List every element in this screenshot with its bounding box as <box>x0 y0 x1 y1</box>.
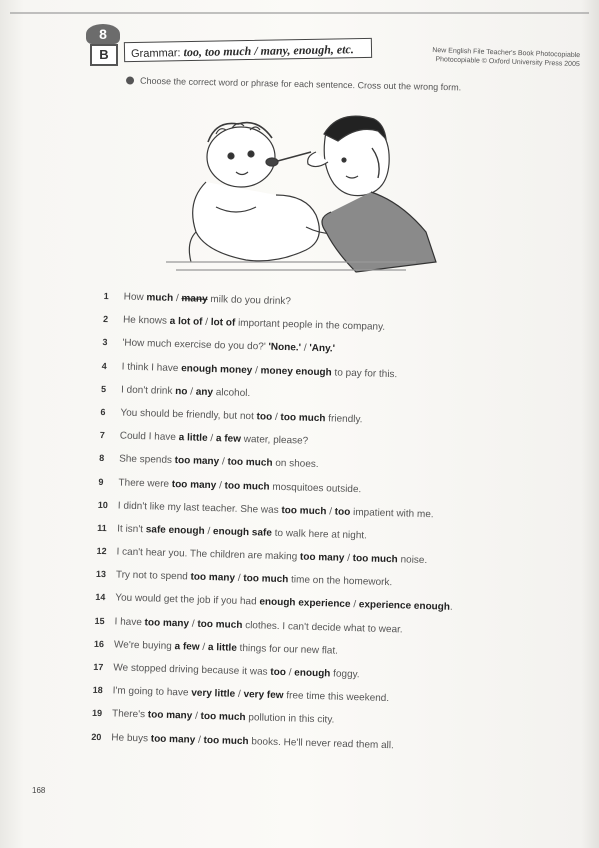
answer-option[interactable]: too much <box>352 553 398 566</box>
question-text: books. He'll never read them all. <box>248 735 394 751</box>
question-number: 7 <box>99 430 105 441</box>
question-text: / <box>204 525 214 538</box>
question-number: 20 <box>91 731 102 742</box>
answer-option[interactable]: too many <box>150 733 196 746</box>
question-text: / <box>326 505 335 518</box>
answer-option[interactable]: 'Any.' <box>309 343 336 355</box>
question-text: / <box>216 479 225 491</box>
answer-option[interactable]: very few <box>243 689 284 702</box>
question-text: I can't hear you. The children are making <box>116 546 301 563</box>
question-number: 8 <box>99 453 105 464</box>
page-number: 168 <box>32 786 46 795</box>
unit-letter: B <box>90 44 118 66</box>
unit-badge <box>86 24 120 60</box>
answer-option[interactable]: too <box>256 411 273 423</box>
question-text: / <box>300 342 310 355</box>
question-text: I think I have <box>121 361 182 374</box>
answer-option[interactable]: enough <box>294 667 331 680</box>
question-text: I'm going to have <box>112 685 192 699</box>
question-number: 14 <box>95 592 106 603</box>
question-text: We're buying <box>113 639 175 652</box>
answer-option[interactable]: too much <box>197 618 243 631</box>
answer-option[interactable]: much <box>146 292 174 304</box>
answer-option[interactable]: a little <box>207 641 237 654</box>
question-text: I don't drink <box>120 384 176 397</box>
answer-option[interactable]: 'None.' <box>268 341 302 354</box>
question-number: 5 <box>100 383 107 394</box>
question-text: things for our new flat. <box>236 642 339 657</box>
question-text: important people in the company. <box>235 317 386 334</box>
question-text: I have <box>114 616 145 628</box>
answer-option[interactable]: a few <box>215 433 242 446</box>
bullet-icon <box>126 76 134 84</box>
title-prefix: Grammar <box>130 47 178 61</box>
question-number: 10 <box>97 499 109 510</box>
question-text: noise. <box>397 554 428 567</box>
question-text: / <box>195 734 204 746</box>
question-text: Try not to spend <box>115 569 191 583</box>
question-text: water, please? <box>240 434 309 447</box>
exercise-list <box>91 285 574 762</box>
answer-option[interactable]: too many <box>171 478 217 491</box>
question-number: 6 <box>100 406 106 418</box>
answer-option[interactable]: a few <box>174 640 200 653</box>
answer-option[interactable]: too many <box>147 709 193 723</box>
question-text: / <box>344 552 353 565</box>
question-text: to pay for this. <box>331 366 398 380</box>
answer-option[interactable]: too much <box>224 479 270 493</box>
question-number: 18 <box>92 685 103 696</box>
answer-option[interactable]: too <box>334 506 351 518</box>
question-text: Could I have <box>119 430 179 444</box>
question-number: 11 <box>97 522 107 534</box>
question-text: / <box>219 456 228 468</box>
answer-option[interactable]: too much <box>243 573 289 586</box>
question-text: It isn't <box>117 523 146 536</box>
title-topic: too, too much / many, enough, etc. <box>183 42 354 60</box>
answer-option[interactable]: enough safe <box>212 526 273 539</box>
answer-option[interactable]: too much <box>227 456 273 470</box>
question-text: / <box>271 411 281 423</box>
question-text: / <box>172 292 182 305</box>
question-number: 3 <box>102 337 108 348</box>
question-text: mosquitoes outside. <box>269 481 362 495</box>
answer-option[interactable]: too many <box>299 551 345 564</box>
question-text: There's <box>111 708 148 721</box>
answer-option[interactable]: experience enough <box>358 599 451 614</box>
question-text: . <box>449 602 453 614</box>
answer-option[interactable]: too many <box>174 455 220 468</box>
question-text: / <box>235 689 244 701</box>
answer-option[interactable]: safe enough <box>145 524 205 537</box>
question-text: milk do you drink? <box>207 293 292 308</box>
question-number: 1 <box>103 290 109 302</box>
question-number: 4 <box>101 360 107 371</box>
publisher-line-1: New English File Teacher's Book Photocopiable <box>432 46 581 60</box>
question-number: 17 <box>93 661 104 673</box>
question-text: alcohol. <box>212 386 251 399</box>
answer-option[interactable]: too much <box>281 504 327 517</box>
answer-option[interactable]: too much <box>200 711 246 724</box>
answer-option[interactable]: a lot of <box>169 316 203 328</box>
question-text: pollution in this city. <box>245 712 335 726</box>
question-text: foggy. <box>330 668 360 681</box>
question-text: You would get the job if you had <box>115 592 260 608</box>
question-text: He buys <box>111 731 151 745</box>
question-text: / <box>202 316 211 329</box>
question-number: 15 <box>94 615 105 626</box>
worksheet-title: Grammar: too, too much / many, enough, etc. <box>124 38 372 62</box>
answer-option[interactable]: any <box>195 386 214 398</box>
question-text: / <box>187 386 196 398</box>
question-text: I didn't like my last teacher. She was <box>117 500 282 516</box>
answer-option[interactable]: enough money <box>181 362 253 376</box>
question-number: 16 <box>93 638 105 649</box>
scan-edge <box>10 12 589 14</box>
answer-option[interactable]: enough experience <box>259 596 351 611</box>
question-text: How <box>123 291 147 304</box>
question-text: / <box>207 433 217 445</box>
question-text: You should be friendly, but not <box>120 407 257 423</box>
question-text: We stopped driving because it was <box>113 662 271 678</box>
question-number: 12 <box>96 545 107 557</box>
question-text: / <box>285 667 295 679</box>
instruction <box>126 75 566 94</box>
question-text: friendly. <box>325 413 363 426</box>
question-text: / <box>350 599 359 611</box>
publisher-credit <box>400 45 581 69</box>
question-text: 'How much exercise do you do?' <box>122 337 269 353</box>
question-number: 19 <box>91 708 103 719</box>
answer-option[interactable]: too <box>270 666 287 679</box>
answer-option[interactable]: very little <box>191 687 236 701</box>
question-text: / <box>199 641 209 653</box>
question-text: impatient with me. <box>350 506 434 520</box>
instruction-text: Choose the correct word or phrase for each sentence. Cross out the wrong form. <box>139 75 462 93</box>
question-text: There were <box>118 476 172 490</box>
answer-option[interactable]: too many <box>190 571 236 585</box>
answer-option[interactable]: money enough <box>260 364 332 378</box>
question-text: time on the homework. <box>288 574 393 589</box>
answer-option[interactable]: too much <box>280 411 326 425</box>
publisher-line-2: Photocopiable © Oxford University Press 2005 <box>435 56 580 69</box>
question-text: on shoes. <box>272 458 319 471</box>
question-text: clothes. I can't decide what to wear. <box>242 619 403 636</box>
question-number: 2 <box>102 314 109 325</box>
question-text: She spends <box>118 453 175 467</box>
question-number: 13 <box>95 569 107 580</box>
question-text: / <box>252 364 261 376</box>
unit-number: 8 <box>86 24 120 44</box>
illustration-baby-feeding <box>146 112 446 282</box>
answer-option[interactable]: a little <box>178 432 208 445</box>
answer-option[interactable]: too much <box>203 734 249 747</box>
answer-option[interactable]: no <box>175 385 188 398</box>
question-number: 9 <box>98 476 104 487</box>
question-text: He knows <box>122 314 170 328</box>
answer-option[interactable]: lot of <box>210 317 236 329</box>
question-text: free time this weekend. <box>283 690 390 705</box>
answer-option[interactable]: too many <box>144 616 190 630</box>
question-text: / <box>192 711 201 723</box>
question-text: / <box>234 573 244 585</box>
question-text: to walk here at night. <box>271 527 368 542</box>
answer-option[interactable]: many <box>181 293 208 305</box>
question-text: / <box>188 618 198 630</box>
